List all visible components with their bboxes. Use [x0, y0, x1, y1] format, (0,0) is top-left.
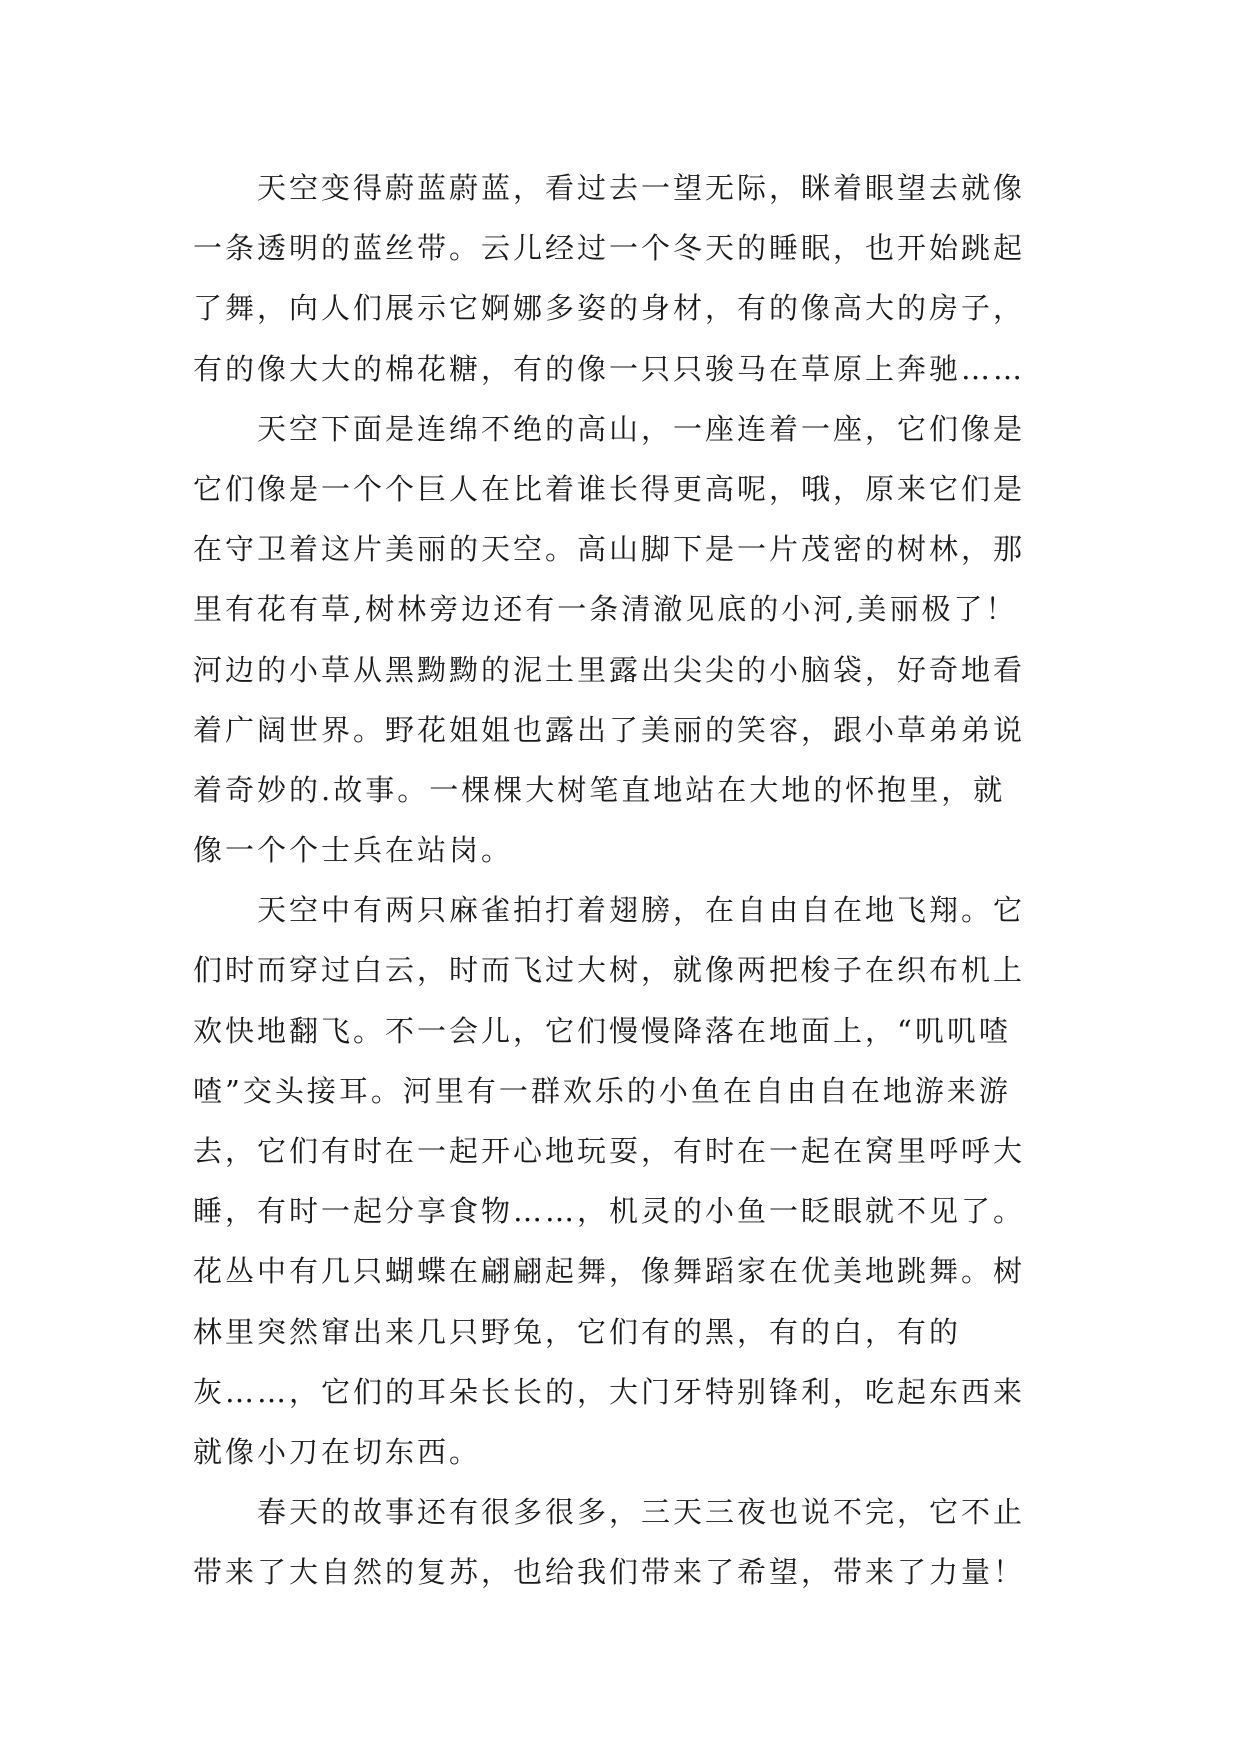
paragraph-animals [193, 880, 1063, 1482]
text-line: 天空变得蔚蓝蔚蓝，看过去一望无际，眯着眼望去就像 [257, 171, 1026, 205]
text-line: 了舞，向人们展示它婀娜多姿的身材，有的像高大的房子， [193, 291, 1026, 326]
text-line: 去，它们有时在一起开心地玩耍，有时在一起在窝里呼呼大 [193, 1134, 1026, 1168]
text-line: 天空下面是连绵不绝的高山，一座连着一座，它们像是 [257, 411, 1026, 446]
text-line: 一条透明的蓝丝带。云儿经过一个冬天的睡眠，也开始跳起 [193, 231, 1026, 266]
text-line: 着奇妙的.故事。一棵棵大树笔直地站在大地的怀抱里，就 [193, 772, 1006, 807]
paragraph-sky [193, 158, 1063, 399]
text-line: 有的像大大的棉花糖，有的像一只只骏马在草原上奔驰…… [193, 351, 1026, 386]
text-line: 像一个个士兵在站岗。 [193, 833, 514, 868]
text-line: 它们像是一个个巨人在比着谁长得更高呢，哦，原来它们是 [193, 471, 1026, 506]
text-line: 灰……，它们的耳朵长长的，大门牙特别锋利，吃起东西来 [193, 1374, 1026, 1409]
text-line: 们时而穿过白云，时而飞过大树，就像两把梭子在织布机上 [193, 953, 1026, 988]
text-line: 在守卫着这片美丽的天空。高山脚下是一片茂密的树林，那 [193, 532, 1026, 567]
document-body [193, 158, 1063, 1603]
text-line: 欢快地翻飞。不一会儿，它们慢慢降落在地面上，“叽叽喳 [193, 1013, 1011, 1048]
paragraph-mountains [193, 399, 1063, 881]
text-line: 带来了大自然的复苏，也给我们带来了希望，带来了力量！ [193, 1555, 1026, 1590]
text-line: 就像小刀在切东西。 [193, 1434, 482, 1469]
text-line: 天空中有两只麻雀拍打着翅膀，在自由自在地飞翔。它 [257, 893, 1026, 928]
paragraph-conclusion [193, 1482, 1063, 1602]
text-line: 花丛中有几只蝴蝶在翩翩起舞，像舞蹈家在优美地跳舞。树 [193, 1254, 1026, 1289]
text-line: 喳”交头接耳。河里有一群欢乐的小鱼在自由自在地游来游 [193, 1073, 1011, 1108]
text-line: 里有花有草,树林旁边还有一条清澈见底的小河,美丽极了！ [193, 592, 1018, 627]
text-line: 着广阔世界。野花姐姐也露出了美丽的笑容，跟小草弟弟说 [193, 712, 1026, 747]
text-line: 林里突然窜出来几只野兔，它们有的黑，有的白，有的 [193, 1314, 962, 1349]
text-line: 睡，有时一起分享食物……，机灵的小鱼一眨眼就不见了。 [193, 1194, 1026, 1229]
text-line: 春天的故事还有很多很多，三天三夜也说不完，它不止 [257, 1495, 1026, 1530]
text-line: 河边的小草从黑黝黝的泥土里露出尖尖的小脑袋，好奇地看 [193, 652, 1026, 687]
